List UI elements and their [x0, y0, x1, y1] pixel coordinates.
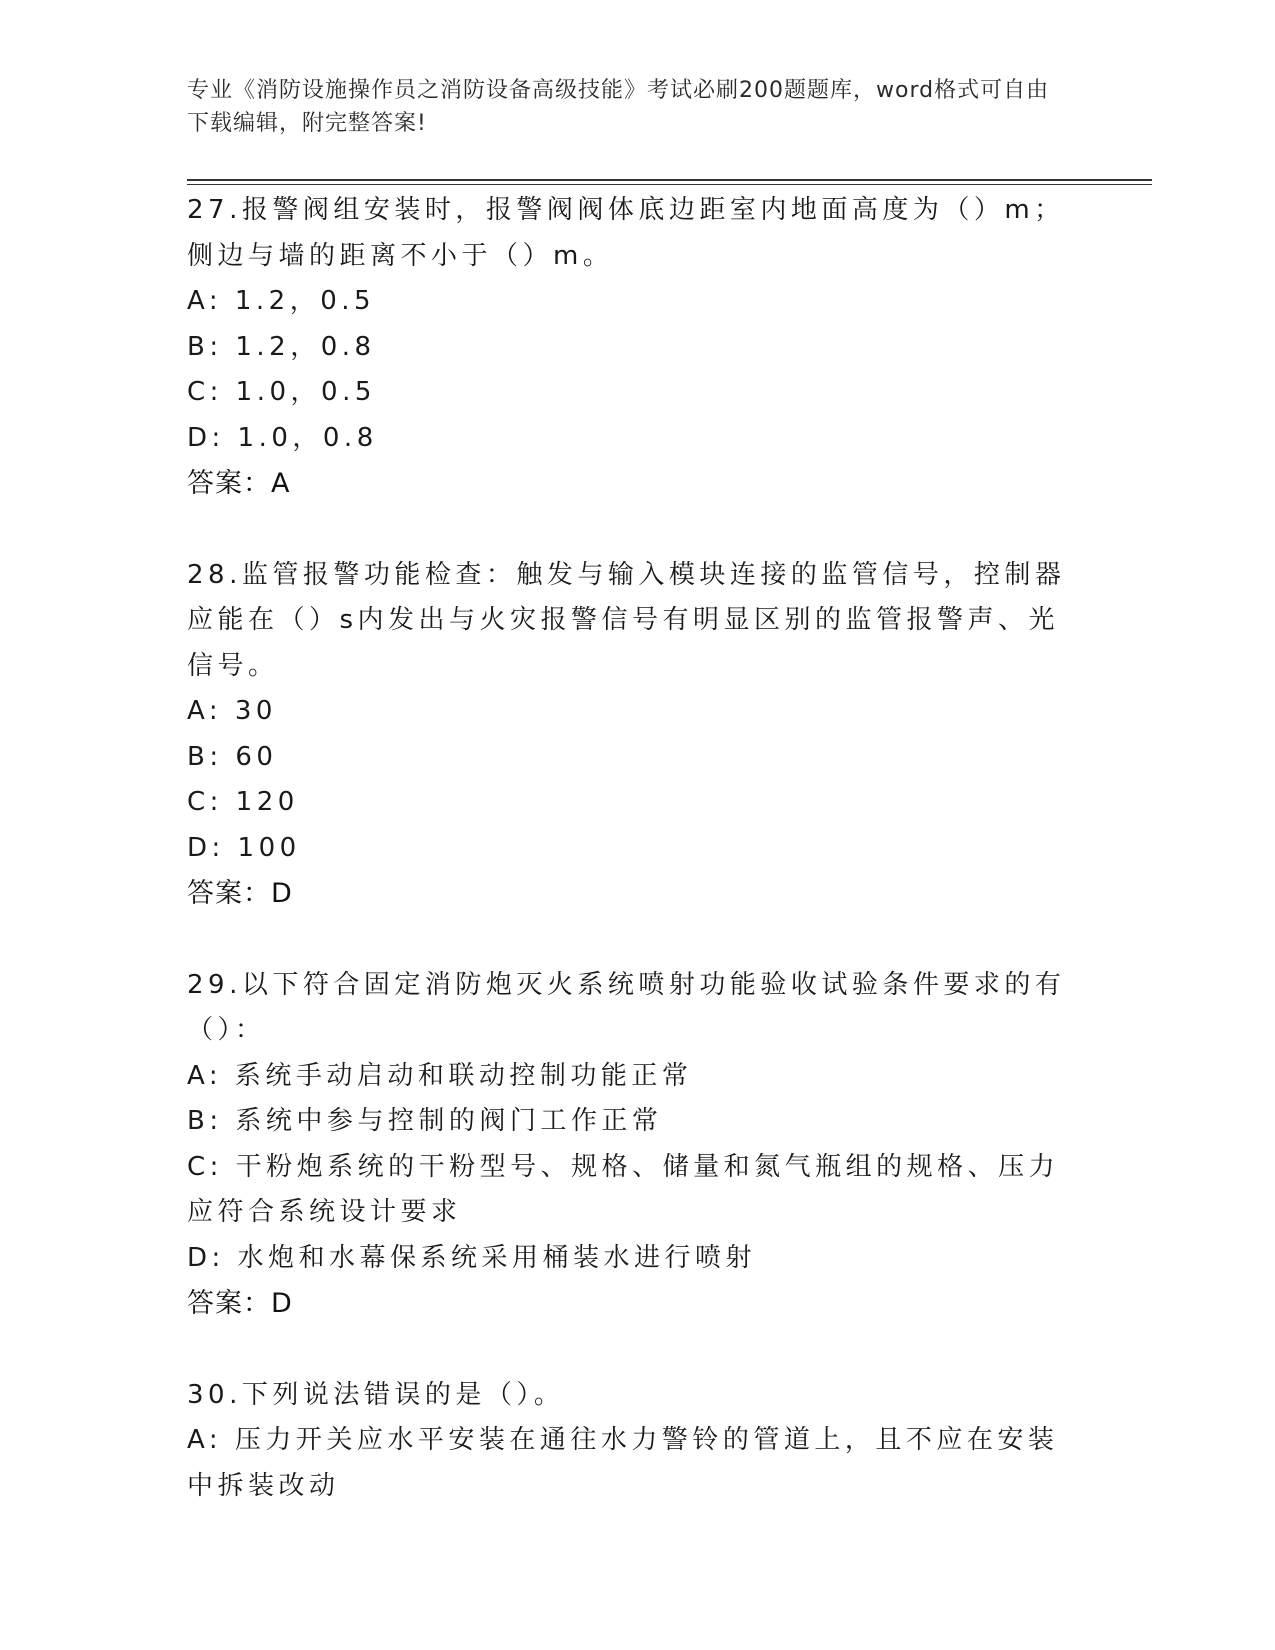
- question-28: [187, 553, 1087, 917]
- answer: 答案：A: [187, 468, 291, 499]
- document-header: 专业《消防设施操作员之消防设备高级技能》考试必刷200题题库，word格式可自由下载编辑，附完整答案!: [187, 78, 1050, 136]
- option-b: B: 60: [187, 741, 278, 772]
- option-c: C: 120: [187, 787, 299, 817]
- question-stem: 29.以下符合固定消防炮灭火系统喷射功能验收试验条件要求的有（）：: [187, 969, 1066, 1045]
- question-30: [187, 1373, 1087, 1510]
- option-d: D: 1.0，0.8: [187, 422, 378, 453]
- header-rule-thick: [187, 179, 1152, 181]
- option-a: A: 系统手动启动和联动控制功能正常: [187, 1060, 693, 1091]
- question-27: [187, 188, 1087, 507]
- question-stem: 30.下列说法错误的是（）。: [187, 1379, 565, 1410]
- option-d: D: 水炮和水幕保系统采用桶装水进行喷射: [187, 1242, 757, 1273]
- option-c: C: 1.0，0.5: [187, 377, 376, 407]
- question-stem: 27.报警阀组安装时，报警阀阀体底边距室内地面高度为（）m；侧边与墙的距离不小于（）m。: [187, 195, 1065, 271]
- option-a: A: 压力开关应水平安装在通往水力警铃的管道上，且不应在安装中拆装改动: [187, 1425, 1059, 1501]
- question-stem: 28.监管报警功能检查：触发与输入模块连接的监管信号，控制器应能在（）s内发出与火灾报警信号有明显区别的监管报警声、光信号。: [187, 559, 1066, 681]
- option-c: C: 干粉炮系统的干粉型号、规格、储量和氮气瓶组的规格、压力应符合系统设计要求: [187, 1151, 1060, 1227]
- question-29: [187, 963, 1087, 1327]
- option-b: B: 1.2，0.8: [187, 331, 376, 362]
- option-a: A: 1.2，0.5: [187, 286, 376, 316]
- option-a: A: 30: [187, 696, 277, 726]
- answer: 答案：D: [187, 1288, 293, 1319]
- header-rule-thin: [187, 184, 1152, 185]
- answer: 答案：D: [187, 878, 293, 909]
- question-list: [187, 188, 1087, 1555]
- option-d: D: 100: [187, 832, 301, 863]
- option-b: B: 系统中参与控制的阀门工作正常: [187, 1106, 663, 1136]
